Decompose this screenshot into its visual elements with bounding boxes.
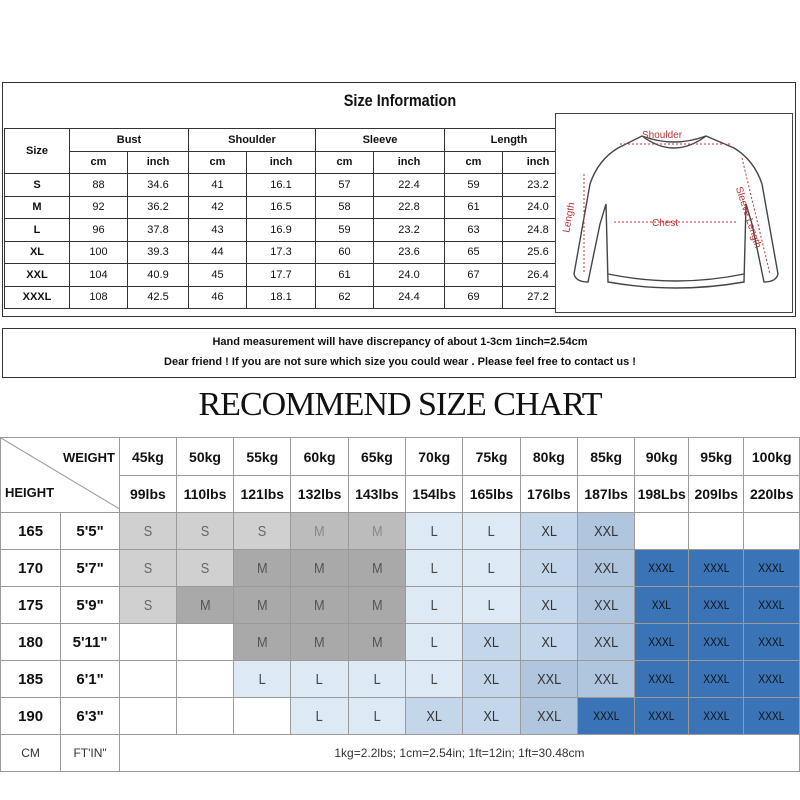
size-value: 67: [445, 264, 503, 287]
size-cell: [176, 513, 233, 550]
weight-lbs: 209lbs: [689, 476, 744, 513]
size-cell-value: S: [258, 522, 267, 540]
size-cell: [520, 587, 577, 624]
recommend-table: [0, 437, 800, 772]
size-cell: [291, 624, 348, 661]
height-cm: 165: [1, 513, 61, 550]
size-value: 34.6: [128, 174, 189, 197]
height-row: [1, 624, 800, 661]
size-cell: [463, 698, 520, 735]
size-value: 69: [445, 286, 503, 309]
size-value: 22.4: [374, 174, 445, 197]
size-value: 24.0: [374, 264, 445, 287]
size-cell: [234, 550, 291, 587]
size-value: 59: [316, 219, 374, 242]
weight-lbs: 132lbs: [291, 476, 348, 513]
weight-kg: 65kg: [348, 438, 405, 476]
size-value: 43: [189, 219, 247, 242]
size-cell-value: XL: [541, 522, 557, 540]
size-cell-value: XXXL: [648, 672, 675, 686]
size-cell-value: XXL: [536, 707, 561, 725]
size-cell: [406, 661, 463, 698]
size-cell-value: M: [199, 596, 211, 614]
group-header-bust: Bust: [70, 129, 189, 152]
size-cell-value: L: [430, 670, 438, 688]
size-value: 59: [445, 174, 503, 197]
size-value: 36.2: [128, 196, 189, 219]
height-row: [1, 661, 800, 698]
size-cell: [520, 513, 577, 550]
size-cell-value: XXXL: [648, 561, 675, 575]
notice-box: [2, 328, 796, 378]
size-cell-value: XL: [483, 670, 500, 688]
size-value: 26.4: [503, 264, 574, 287]
chest-label: Chest: [652, 218, 679, 229]
size-table: [4, 128, 574, 309]
unit-header: inch: [503, 151, 574, 174]
size-cell-value: L: [430, 596, 438, 614]
size-cell: [348, 661, 405, 698]
size-cell-value: M: [314, 559, 325, 577]
weight-label: WEIGHT: [62, 450, 115, 465]
size-value: 65: [445, 241, 503, 264]
size-cell: [176, 624, 233, 661]
size-cell-value: XXXL: [758, 709, 785, 723]
height-row: [1, 513, 800, 550]
size-value: 100: [70, 241, 128, 264]
weight-lbs: 121lbs: [234, 476, 291, 513]
height-row: [1, 698, 800, 735]
diagonal-line: [1, 438, 119, 511]
height-row: [1, 587, 800, 624]
size-cell-value: XXL: [594, 596, 619, 614]
size-value: 57: [316, 174, 374, 197]
size-cell: [234, 661, 291, 698]
size-cell-value: S: [200, 559, 210, 577]
size-value: 44: [189, 241, 247, 264]
size-value: 27.2: [503, 286, 574, 309]
size-cell: [520, 624, 577, 661]
size-cell: [463, 587, 520, 624]
size-value: 16.1: [247, 174, 316, 197]
size-cell: [348, 550, 405, 587]
size-row: [5, 219, 574, 242]
notice-line-1: Hand measurement will have discrepancy of about 1-3cm 1inch=2.54cm: [212, 336, 588, 348]
weight-kg: 70kg: [406, 438, 463, 476]
size-value: 40.9: [128, 264, 189, 287]
size-value: 58: [316, 196, 374, 219]
size-cell-value: L: [430, 633, 438, 651]
height-ftin: 6'1": [61, 661, 120, 698]
conversion-note: 1kg=2.2lbs; 1cm=2.54in; 1ft=12in; 1ft=30.48cm: [119, 735, 799, 772]
weight-lbs: 176lbs: [520, 476, 577, 513]
size-cell: [635, 513, 689, 550]
size-row: [5, 264, 574, 287]
size-cell-value: XL: [541, 633, 557, 651]
size-name: XXXL: [5, 286, 70, 309]
size-cell-value: M: [314, 596, 325, 614]
size-cell: [520, 698, 577, 735]
size-cell: [176, 550, 233, 587]
size-cell: [635, 661, 689, 698]
size-cell: [744, 661, 800, 698]
size-name: S: [5, 174, 70, 197]
notice-line-2: Dear friend ! If you are not sure which size you could wear . Please feel free to contact us !: [164, 356, 636, 368]
size-cell-value: L: [373, 670, 381, 688]
size-cell-value: S: [143, 596, 153, 614]
size-cell-value: XXXL: [703, 672, 730, 686]
size-cell-value: M: [371, 596, 383, 614]
size-cell: [234, 587, 291, 624]
size-cell-value: XXXL: [758, 635, 785, 649]
weight-kg: 50kg: [176, 438, 233, 476]
size-value: 41: [189, 174, 247, 197]
size-cell-value: XXL: [536, 670, 561, 688]
size-cell: [348, 587, 405, 624]
size-cell-value: S: [143, 522, 153, 540]
size-value: 17.7: [247, 264, 316, 287]
size-cell-value: XXXL: [758, 672, 785, 686]
size-cell-value: XXXL: [703, 709, 730, 723]
size-cell-value: XXL: [594, 559, 619, 577]
size-name: XL: [5, 241, 70, 264]
height-ftin: 5'11": [61, 624, 120, 661]
size-cell: [744, 587, 800, 624]
size-cell: [406, 550, 463, 587]
size-value: 46: [189, 286, 247, 309]
weight-kg: 100kg: [744, 438, 800, 476]
unit-header: cm: [70, 151, 128, 174]
size-cell: [635, 587, 689, 624]
size-cell: [234, 513, 291, 550]
size-row: [5, 286, 574, 309]
unit-header: cm: [189, 151, 247, 174]
size-cell: [348, 698, 405, 735]
size-value: 16.5: [247, 196, 316, 219]
size-cell: [348, 624, 405, 661]
size-cell: [744, 698, 800, 735]
size-cell-value: L: [430, 559, 438, 577]
size-cell: [689, 550, 744, 587]
size-cell: [463, 513, 520, 550]
size-value: 39.3: [128, 241, 189, 264]
size-cell: [291, 587, 348, 624]
size-cell-value: XXL: [594, 670, 619, 688]
size-cell-value: M: [371, 522, 383, 540]
size-cell: [578, 550, 635, 587]
size-value: 96: [70, 219, 128, 242]
size-cell-value: M: [314, 633, 325, 651]
size-name: XXL: [5, 264, 70, 287]
size-value: 37.8: [128, 219, 189, 242]
size-cell: [689, 624, 744, 661]
sweater-icon: [556, 114, 792, 312]
size-cell: [744, 513, 800, 550]
size-cell: [119, 624, 176, 661]
size-row: [5, 196, 574, 219]
weight-lbs: 110lbs: [176, 476, 233, 513]
size-cell: [176, 661, 233, 698]
weight-lbs: 220lbs: [744, 476, 800, 513]
size-value: 18.1: [247, 286, 316, 309]
size-cell-value: M: [371, 633, 383, 651]
size-cell-value: XXXL: [703, 561, 730, 575]
length-label: Length: [561, 201, 578, 234]
size-cell-value: L: [430, 522, 438, 540]
size-value: 23.6: [374, 241, 445, 264]
size-cell: [689, 661, 744, 698]
size-cell: [635, 550, 689, 587]
size-cell: [689, 513, 744, 550]
size-value: 24.4: [374, 286, 445, 309]
height-cm: 185: [1, 661, 61, 698]
size-value: 88: [70, 174, 128, 197]
size-cell: [291, 698, 348, 735]
size-cell-value: XXXL: [758, 598, 785, 612]
corner-cell: [1, 438, 120, 513]
group-header-length: Length: [445, 129, 574, 152]
size-cell-value: L: [487, 559, 496, 577]
size-cell: [578, 698, 635, 735]
weight-lbs: 143lbs: [348, 476, 405, 513]
size-cell-value: XXXL: [758, 561, 785, 575]
weight-kg: 75kg: [463, 438, 520, 476]
size-value: 22.8: [374, 196, 445, 219]
weight-lbs: 198Lbs: [635, 476, 689, 513]
size-cell-value: L: [373, 707, 381, 725]
size-value: 23.2: [374, 219, 445, 242]
size-cell: [578, 661, 635, 698]
size-cell-value: XXXL: [648, 635, 675, 649]
size-cell-value: XL: [426, 707, 443, 725]
size-cell: [406, 698, 463, 735]
size-cell: [635, 624, 689, 661]
size-cell-value: S: [143, 559, 153, 577]
height-cm: 190: [1, 698, 61, 735]
size-cell-value: XXL: [594, 633, 619, 651]
size-cell-value: XL: [541, 559, 557, 577]
size-cell-value: XXXL: [593, 709, 620, 723]
size-cell-value: XXXL: [703, 598, 730, 612]
size-cell-value: XL: [483, 633, 500, 651]
weight-kg: 55kg: [234, 438, 291, 476]
size-cell-value: M: [256, 596, 268, 614]
size-header: Size: [5, 129, 70, 174]
footer-ftin: FT'IN": [61, 735, 120, 772]
size-cell: [689, 698, 744, 735]
size-cell: [119, 698, 176, 735]
weight-lbs: 99lbs: [119, 476, 176, 513]
size-cell-value: M: [256, 559, 268, 577]
size-cell: [578, 513, 635, 550]
size-cell-value: XXXL: [703, 635, 730, 649]
size-cell: [348, 513, 405, 550]
size-cell-value: XL: [483, 707, 500, 725]
sweater-diagram: [555, 113, 793, 313]
unit-header: cm: [316, 151, 374, 174]
size-value: 61: [316, 264, 374, 287]
size-cell: [463, 624, 520, 661]
size-cell: [744, 624, 800, 661]
size-value: 104: [70, 264, 128, 287]
size-value: 62: [316, 286, 374, 309]
size-cell: [291, 661, 348, 698]
size-cell-value: L: [258, 670, 266, 688]
size-cell: [744, 550, 800, 587]
size-value: 23.2: [503, 174, 574, 197]
size-cell-value: XXXL: [648, 709, 675, 723]
size-value: 60: [316, 241, 374, 264]
weight-kg: 60kg: [291, 438, 348, 476]
size-cell: [578, 624, 635, 661]
size-value: 25.6: [503, 241, 574, 264]
weight-lbs: 154lbs: [406, 476, 463, 513]
unit-header: inch: [128, 151, 189, 174]
unit-header: cm: [445, 151, 503, 174]
size-value: 92: [70, 196, 128, 219]
size-cell-value: XXL: [652, 598, 672, 612]
recommend-title: RECOMMEND SIZE CHART: [198, 386, 602, 423]
size-cell-value: S: [200, 522, 210, 540]
size-row: [5, 241, 574, 264]
size-name: M: [5, 196, 70, 219]
size-cell: [635, 698, 689, 735]
group-header-shoulder: Shoulder: [189, 129, 316, 152]
weight-kg: 85kg: [578, 438, 635, 476]
size-cell: [119, 550, 176, 587]
height-ftin: 5'7": [61, 550, 120, 587]
unit-header: inch: [247, 151, 316, 174]
size-cell: [406, 624, 463, 661]
size-cell-value: M: [256, 633, 268, 651]
footer-cm: CM: [1, 735, 61, 772]
size-info-title: Size Information: [343, 91, 457, 110]
size-value: 42.5: [128, 286, 189, 309]
height-ftin: 5'5": [61, 513, 120, 550]
height-label: HEIGHT: [5, 485, 55, 500]
size-cell-value: L: [316, 670, 324, 688]
size-value: 24.8: [503, 219, 574, 242]
size-value: 17.3: [247, 241, 316, 264]
size-cell: [463, 661, 520, 698]
size-cell-value: M: [371, 559, 383, 577]
size-cell: [119, 587, 176, 624]
size-cell: [406, 513, 463, 550]
size-cell: [291, 513, 348, 550]
height-ftin: 5'9": [61, 587, 120, 624]
size-value: 45: [189, 264, 247, 287]
unit-header: inch: [374, 151, 445, 174]
height-row: [1, 550, 800, 587]
height-cm: 175: [1, 587, 61, 624]
size-value: 24.0: [503, 196, 574, 219]
height-ftin: 6'3": [61, 698, 120, 735]
size-cell: [520, 661, 577, 698]
size-cell: [578, 587, 635, 624]
size-name: L: [5, 219, 70, 242]
height-cm: 180: [1, 624, 61, 661]
shoulder-label: Shoulder: [642, 130, 683, 141]
size-cell: [119, 513, 176, 550]
size-value: 108: [70, 286, 128, 309]
size-value: 42: [189, 196, 247, 219]
size-cell-value: XXL: [594, 522, 619, 540]
weight-lbs: 165lbs: [463, 476, 520, 513]
size-cell-value: M: [314, 522, 325, 540]
size-cell-value: L: [316, 707, 324, 725]
size-value: 61: [445, 196, 503, 219]
size-cell-value: XL: [541, 596, 557, 614]
size-cell: [176, 587, 233, 624]
size-cell: [291, 550, 348, 587]
weight-kg: 80kg: [520, 438, 577, 476]
size-value: 16.9: [247, 219, 316, 242]
size-cell: [234, 624, 291, 661]
weight-kg: 95kg: [689, 438, 744, 476]
weight-kg: 90kg: [635, 438, 689, 476]
weight-kg: 45kg: [119, 438, 176, 476]
size-cell: [463, 550, 520, 587]
size-cell: [406, 587, 463, 624]
size-cell: [520, 550, 577, 587]
weight-lbs: 187lbs: [578, 476, 635, 513]
size-value: 63: [445, 219, 503, 242]
size-cell: [119, 661, 176, 698]
size-row: [5, 174, 574, 197]
size-cell: [689, 587, 744, 624]
height-cm: 170: [1, 550, 61, 587]
group-header-sleeve: Sleeve: [316, 129, 445, 152]
sleeve-length-label: Sleeve Length: [732, 185, 764, 250]
size-cell: [234, 698, 291, 735]
size-cell: [176, 698, 233, 735]
size-cell-value: L: [487, 522, 496, 540]
size-cell-value: L: [487, 596, 496, 614]
